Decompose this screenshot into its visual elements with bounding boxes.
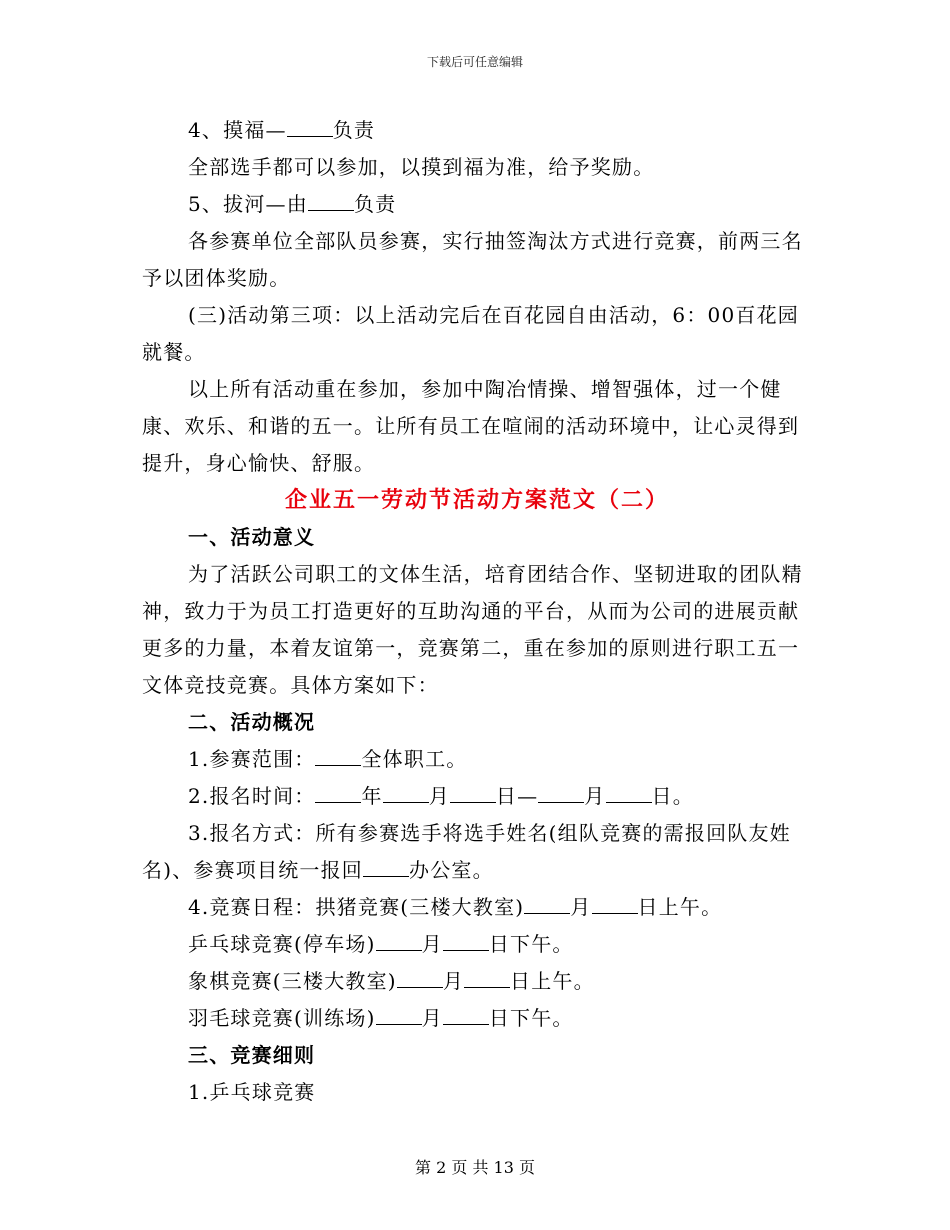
text: 羽毛球竞赛(训练场): [188, 1006, 376, 1030]
text: 日下午。: [488, 1006, 574, 1030]
text: 4、摸福—: [188, 118, 287, 142]
text: 4.竞赛日程：拱猪竞赛(三楼大教室): [188, 895, 525, 919]
text: 2.报名时间：: [188, 784, 316, 808]
text: 5、拔河—由: [188, 192, 308, 216]
text: 月: [442, 969, 465, 993]
item-line: [142, 889, 812, 926]
item-line: [142, 926, 812, 963]
text: 象棋竞赛(三楼大教室): [188, 969, 397, 993]
blank-underline: [363, 856, 409, 877]
blank-underline: [592, 893, 638, 914]
text: 1.参赛范围：: [188, 747, 316, 771]
text: 日上午。: [510, 969, 595, 993]
blank-underline: [315, 745, 361, 766]
blank-underline: [315, 782, 361, 803]
text: 年: [361, 784, 383, 808]
text: 乒乓球竞赛(停车场): [188, 932, 376, 956]
blank-underline: [606, 782, 652, 803]
document-body: [142, 112, 812, 1111]
blank-underline: [308, 190, 354, 211]
blank-underline: [376, 1004, 422, 1025]
item-line: 1.乒乓球竞赛: [188, 1080, 316, 1104]
heading: 二、活动概况: [188, 710, 316, 734]
text: 月: [570, 895, 592, 919]
paragraph: 为了活跃公司职工的文体生活，培育团结合作、坚韧进取的团队精神，致力于为员工打造更好的互助沟通的平台，从而为公司的进展贡献更多的力量，本着友谊第一，竞赛第二，重在参加的原则进行职工五一文体竞技竞赛。具体方案如下：: [142, 562, 803, 697]
text: 负责: [332, 118, 376, 142]
item-line: [142, 963, 812, 1000]
paragraph: 全部选手都可以参加，以摸到福为准，给予奖励。: [188, 155, 655, 179]
text: 月: [584, 784, 606, 808]
item-line: [142, 778, 812, 815]
text: 月: [421, 932, 443, 956]
text: 日。: [651, 784, 694, 808]
text: 全体职工。: [361, 747, 468, 771]
text: 月: [428, 784, 450, 808]
page-header: 下载后可任意编辑: [426, 55, 523, 69]
section-title: 企业五一劳动节活动方案范文（二）: [284, 487, 669, 513]
blank-underline: [383, 782, 429, 803]
item-line: [142, 186, 812, 223]
text: 负责: [353, 192, 397, 216]
paragraph: (三)活动第三项：以上活动完后在百花园自由活动，6：00百花园就餐。: [142, 303, 799, 364]
blank-underline: [524, 893, 570, 914]
text: 3.报名方式：所有参赛选手将选手姓名(组队竞赛的需报回队友姓名)、参赛项目统一报回: [142, 821, 791, 882]
text: 日上午。: [637, 895, 723, 919]
blank-underline: [443, 930, 489, 951]
paragraph: 各参赛单位全部队员参赛，实行抽签淘汰方式进行竞赛，前两三名予以团体奖励。: [142, 229, 803, 290]
blank-underline: [464, 967, 510, 988]
heading: 一、活动意义: [188, 525, 316, 549]
blank-underline: [397, 967, 443, 988]
paragraph: 以上所有活动重在参加，参加中陶冶情操、增智强体，过一个健康、欢乐、和谐的五一。让所有员工在喧闹的活动环境中，让心灵得到提升，身心愉快、舒服。: [142, 377, 800, 475]
blank-underline: [376, 930, 422, 951]
item-line: [142, 1000, 812, 1037]
page-footer: 第 2 页 共 13 页: [415, 1158, 535, 1177]
blank-underline: [443, 1004, 489, 1025]
text: 日—: [495, 784, 539, 808]
text: 日下午。: [488, 932, 574, 956]
item-line: [142, 112, 812, 149]
text: 办公室。: [409, 858, 494, 882]
heading: 三、竞赛细则: [188, 1043, 316, 1067]
item-line: [142, 815, 812, 889]
blank-underline: [538, 782, 584, 803]
blank-underline: [450, 782, 496, 803]
item-line: [142, 741, 812, 778]
text: 月: [421, 1006, 443, 1030]
blank-underline: [287, 116, 333, 137]
